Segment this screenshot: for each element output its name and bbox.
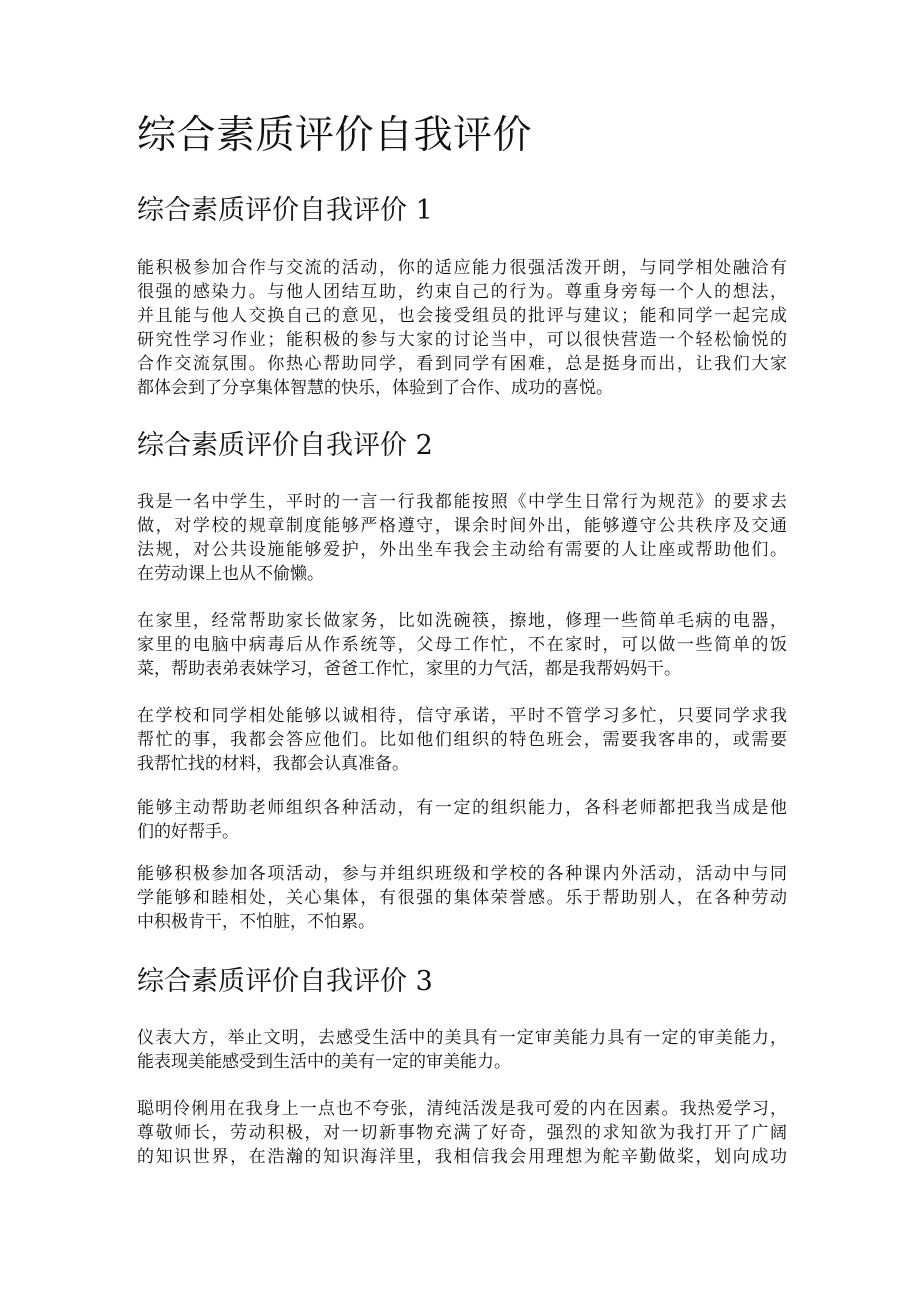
text-line: 中积极肯干，不怕脏，不怕累。	[137, 912, 375, 932]
text-line: 菜，帮助表弟表妹学习，爸爸工作忙，家里的力气活，都是我帮妈妈干。	[137, 659, 681, 679]
paragraph	[137, 704, 787, 776]
text-line: 法规，对公共设施能够爱护，外出坐车我会主动给有需要的人让座或帮助他们。	[137, 540, 787, 560]
text-line: 学能够和睦相处，关心集体，有很强的集体荣誉感。乐于帮助别人，在各种劳动	[137, 888, 787, 908]
text-line: 能积极参加合作与交流的活动，你的适应能力很强活泼开朗，与同学相处融洽有	[137, 258, 787, 278]
text-line: 能表现美能感受到生活中的美有一定的审美能力。	[137, 1052, 511, 1072]
text-line: 能够主动帮助老师组织各种活动，有一定的组织能力，各科老师都把我当成是他	[137, 798, 787, 818]
text-line: 我是一名中学生，平时的一言一行我都能按照《中学生日常行为规范》的要求去	[137, 492, 787, 512]
text-line: 我帮忙找的材料，我都会认真准备。	[137, 754, 409, 774]
text-line: 合作交流氛围。你热心帮助同学，看到同学有困难，总是挺身而出，让我们大家	[137, 354, 787, 374]
paragraph	[137, 796, 787, 844]
text-line: 在劳动课上也从不偷懒。	[137, 564, 324, 584]
paragraph	[137, 1026, 787, 1074]
text-line: 能够积极参加各项活动，参与并组织班级和学校的各种课内外活动，活动中与同	[137, 864, 787, 884]
text-line: 做，对学校的规章制度能够严格遵守，课余时间外出，能够遵守公共秩序及交通	[137, 516, 787, 536]
paragraph	[137, 862, 787, 934]
section-heading-1: 综合素质评价自我评价 1	[137, 195, 433, 226]
paragraph	[137, 256, 787, 400]
section-heading-2: 综合素质评价自我评价 2	[137, 430, 433, 461]
paragraph	[137, 609, 787, 681]
text-line: 帮忙的事，我都会答应他们。比如他们组织的特色班会，需要我客串的，或需要	[137, 730, 787, 750]
text-line: 研究性学习作业；能积极的参与大家的讨论当中，可以很快营造一个轻松愉悦的	[137, 330, 787, 350]
text-line: 尊敬师长，劳动积极，对一切新事物充满了好奇，强烈的求知欲为我打开了广阔	[137, 1123, 787, 1143]
text-line: 在学校和同学相处能够以诚相待，信守承诺，平时不管学习多忙，只要同学求我	[137, 706, 787, 726]
text-line: 的知识世界，在浩瀚的知识海洋里，我相信我会用理想为舵辛勤做桨，划向成功	[137, 1147, 787, 1167]
text-line: 都体会到了分享集体智慧的快乐，体验到了合作、成功的喜悦。	[137, 378, 613, 398]
paragraph	[137, 490, 787, 586]
text-line: 在家里，经常帮助家长做家务，比如洗碗筷，擦地，修理一些简单毛病的电器，	[137, 611, 787, 631]
document-title: 综合素质评价自我评价	[137, 113, 533, 158]
text-line: 聪明伶俐用在我身上一点也不夸张，清纯活泼是我可爱的内在因素。我热爱学习，	[137, 1099, 787, 1119]
paragraph	[137, 1097, 787, 1169]
section-heading-3: 综合素质评价自我评价 3	[137, 966, 433, 997]
text-line: 仪表大方，举止文明，去感受生活中的美具有一定审美能力具有一定的审美能力，	[137, 1028, 787, 1048]
text-line: 们的好帮手。	[137, 822, 239, 842]
text-line: 很强的感染力。与他人团结互助，约束自己的行为。尊重身旁每一个人的想法，	[137, 282, 787, 302]
text-line: 家里的电脑中病毒后从作系统等，父母工作忙，不在家时，可以做一些简单的饭	[137, 635, 787, 655]
text-line: 并且能与他人交换自己的意见，也会接受组员的批评与建议；能和同学一起完成	[137, 306, 787, 326]
